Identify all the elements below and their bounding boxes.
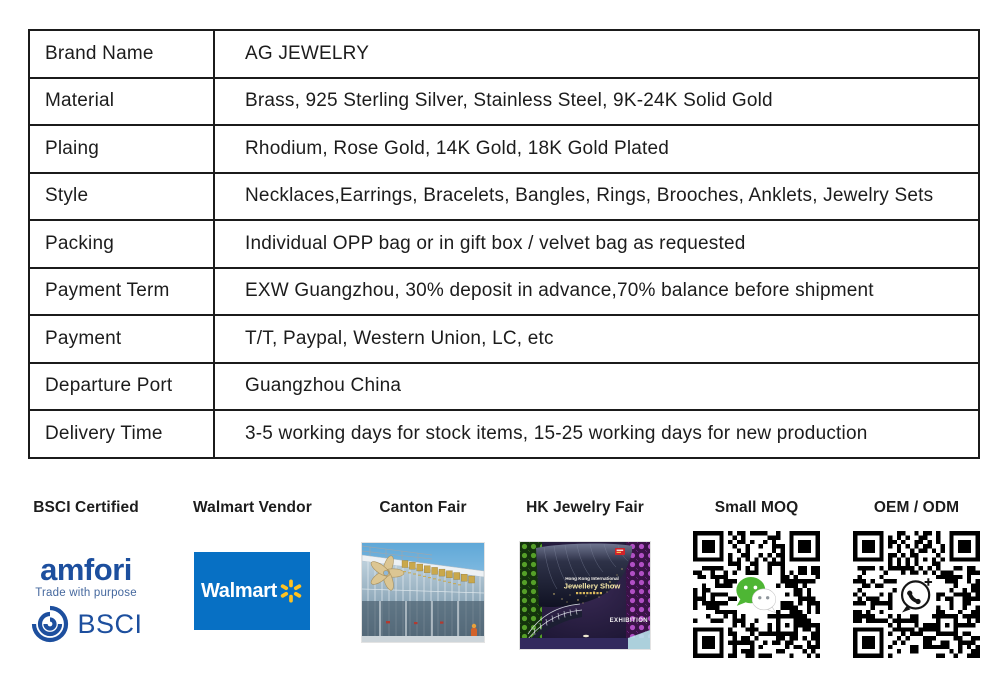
canton-fair-photo xyxy=(361,542,485,643)
spec-value: Guangzhou China xyxy=(245,375,402,397)
badge-label: OEM / ODM xyxy=(873,499,960,516)
hk-exhibition-text: EXHIBITION xyxy=(609,618,648,624)
badge-hk-jewelry-fair xyxy=(519,499,651,650)
spec-value: Rhodium, Rose Gold, 14K Gold, 18K Gold Plated xyxy=(245,137,670,159)
badge-walmart-vendor xyxy=(193,499,311,630)
spec-label: Departure Port xyxy=(30,364,215,410)
spec-value: Necklaces,Earrings, Bracelets, Bangles, Rings, Brooches, Anklets, Jewelry Sets xyxy=(245,185,934,207)
qr-code-wechat xyxy=(693,531,820,658)
hk-show-line2: Jewellery Show xyxy=(563,581,621,591)
row-brand-name xyxy=(30,31,978,79)
qr-code-whatsapp xyxy=(853,531,980,658)
row-packing xyxy=(30,221,978,269)
row-payment xyxy=(30,316,978,364)
row-material xyxy=(30,79,978,127)
badge-oem-odm xyxy=(853,499,980,658)
spec-value: AG JEWELRY xyxy=(245,42,370,64)
badge-label: Canton Fair xyxy=(379,499,467,516)
badge-label: HK Jewelry Fair xyxy=(526,499,644,516)
spec-label: Delivery Time xyxy=(30,411,215,457)
spec-value: Brass, 925 Sterling Silver, Stainless Steel, 9K-24K Solid Gold xyxy=(245,90,773,112)
badge-bsci-certified xyxy=(25,499,147,645)
spec-value: 3-5 working days for stock items, 15-25 working days for new production xyxy=(245,422,868,444)
row-plating xyxy=(30,126,978,174)
phone-contact-icon xyxy=(897,575,936,614)
spec-label: Plaing xyxy=(30,126,215,172)
spec-value: T/T, Paypal, Western Union, LC, etc xyxy=(245,327,554,349)
row-departure-port xyxy=(30,364,978,412)
row-delivery-time xyxy=(30,411,978,457)
product-spec-table xyxy=(28,29,980,459)
spec-label: Material xyxy=(30,79,215,125)
badge-label: BSCI Certified xyxy=(33,499,139,516)
bsci-spiral-icon xyxy=(29,603,71,645)
amfori-wordmark: amfori xyxy=(40,552,132,587)
hktdc-logo xyxy=(615,548,625,555)
amfori-bsci-logo xyxy=(25,552,147,645)
spec-value: Individual OPP bag or in gift box / velvet bag as requested xyxy=(245,232,746,254)
hk-jewelry-fair-photo xyxy=(519,541,651,650)
spec-label: Payment Term xyxy=(30,269,215,315)
row-style xyxy=(30,174,978,222)
badge-label: Walmart Vendor xyxy=(193,499,312,516)
badge-small-moq xyxy=(693,499,820,658)
badge-label: Small MOQ xyxy=(714,499,799,516)
spec-label: Brand Name xyxy=(30,31,215,77)
badge-canton-fair xyxy=(361,499,485,643)
walmart-logo xyxy=(194,552,310,630)
walmart-spark-icon xyxy=(279,579,303,603)
bsci-wordmark: BSCI xyxy=(77,608,143,639)
spec-label: Payment xyxy=(30,316,215,362)
hk-show-line1: Hong Kong International xyxy=(565,576,619,581)
walmart-wordmark: Walmart xyxy=(200,579,278,602)
amfori-tagline: Trade with purpose xyxy=(35,587,137,600)
spec-label: Packing xyxy=(30,221,215,267)
spec-label: Style xyxy=(30,174,215,220)
spec-value: EXW Guangzhou, 30% deposit in advance,70% balance before shipment xyxy=(245,280,874,302)
row-payment-term xyxy=(30,269,978,317)
